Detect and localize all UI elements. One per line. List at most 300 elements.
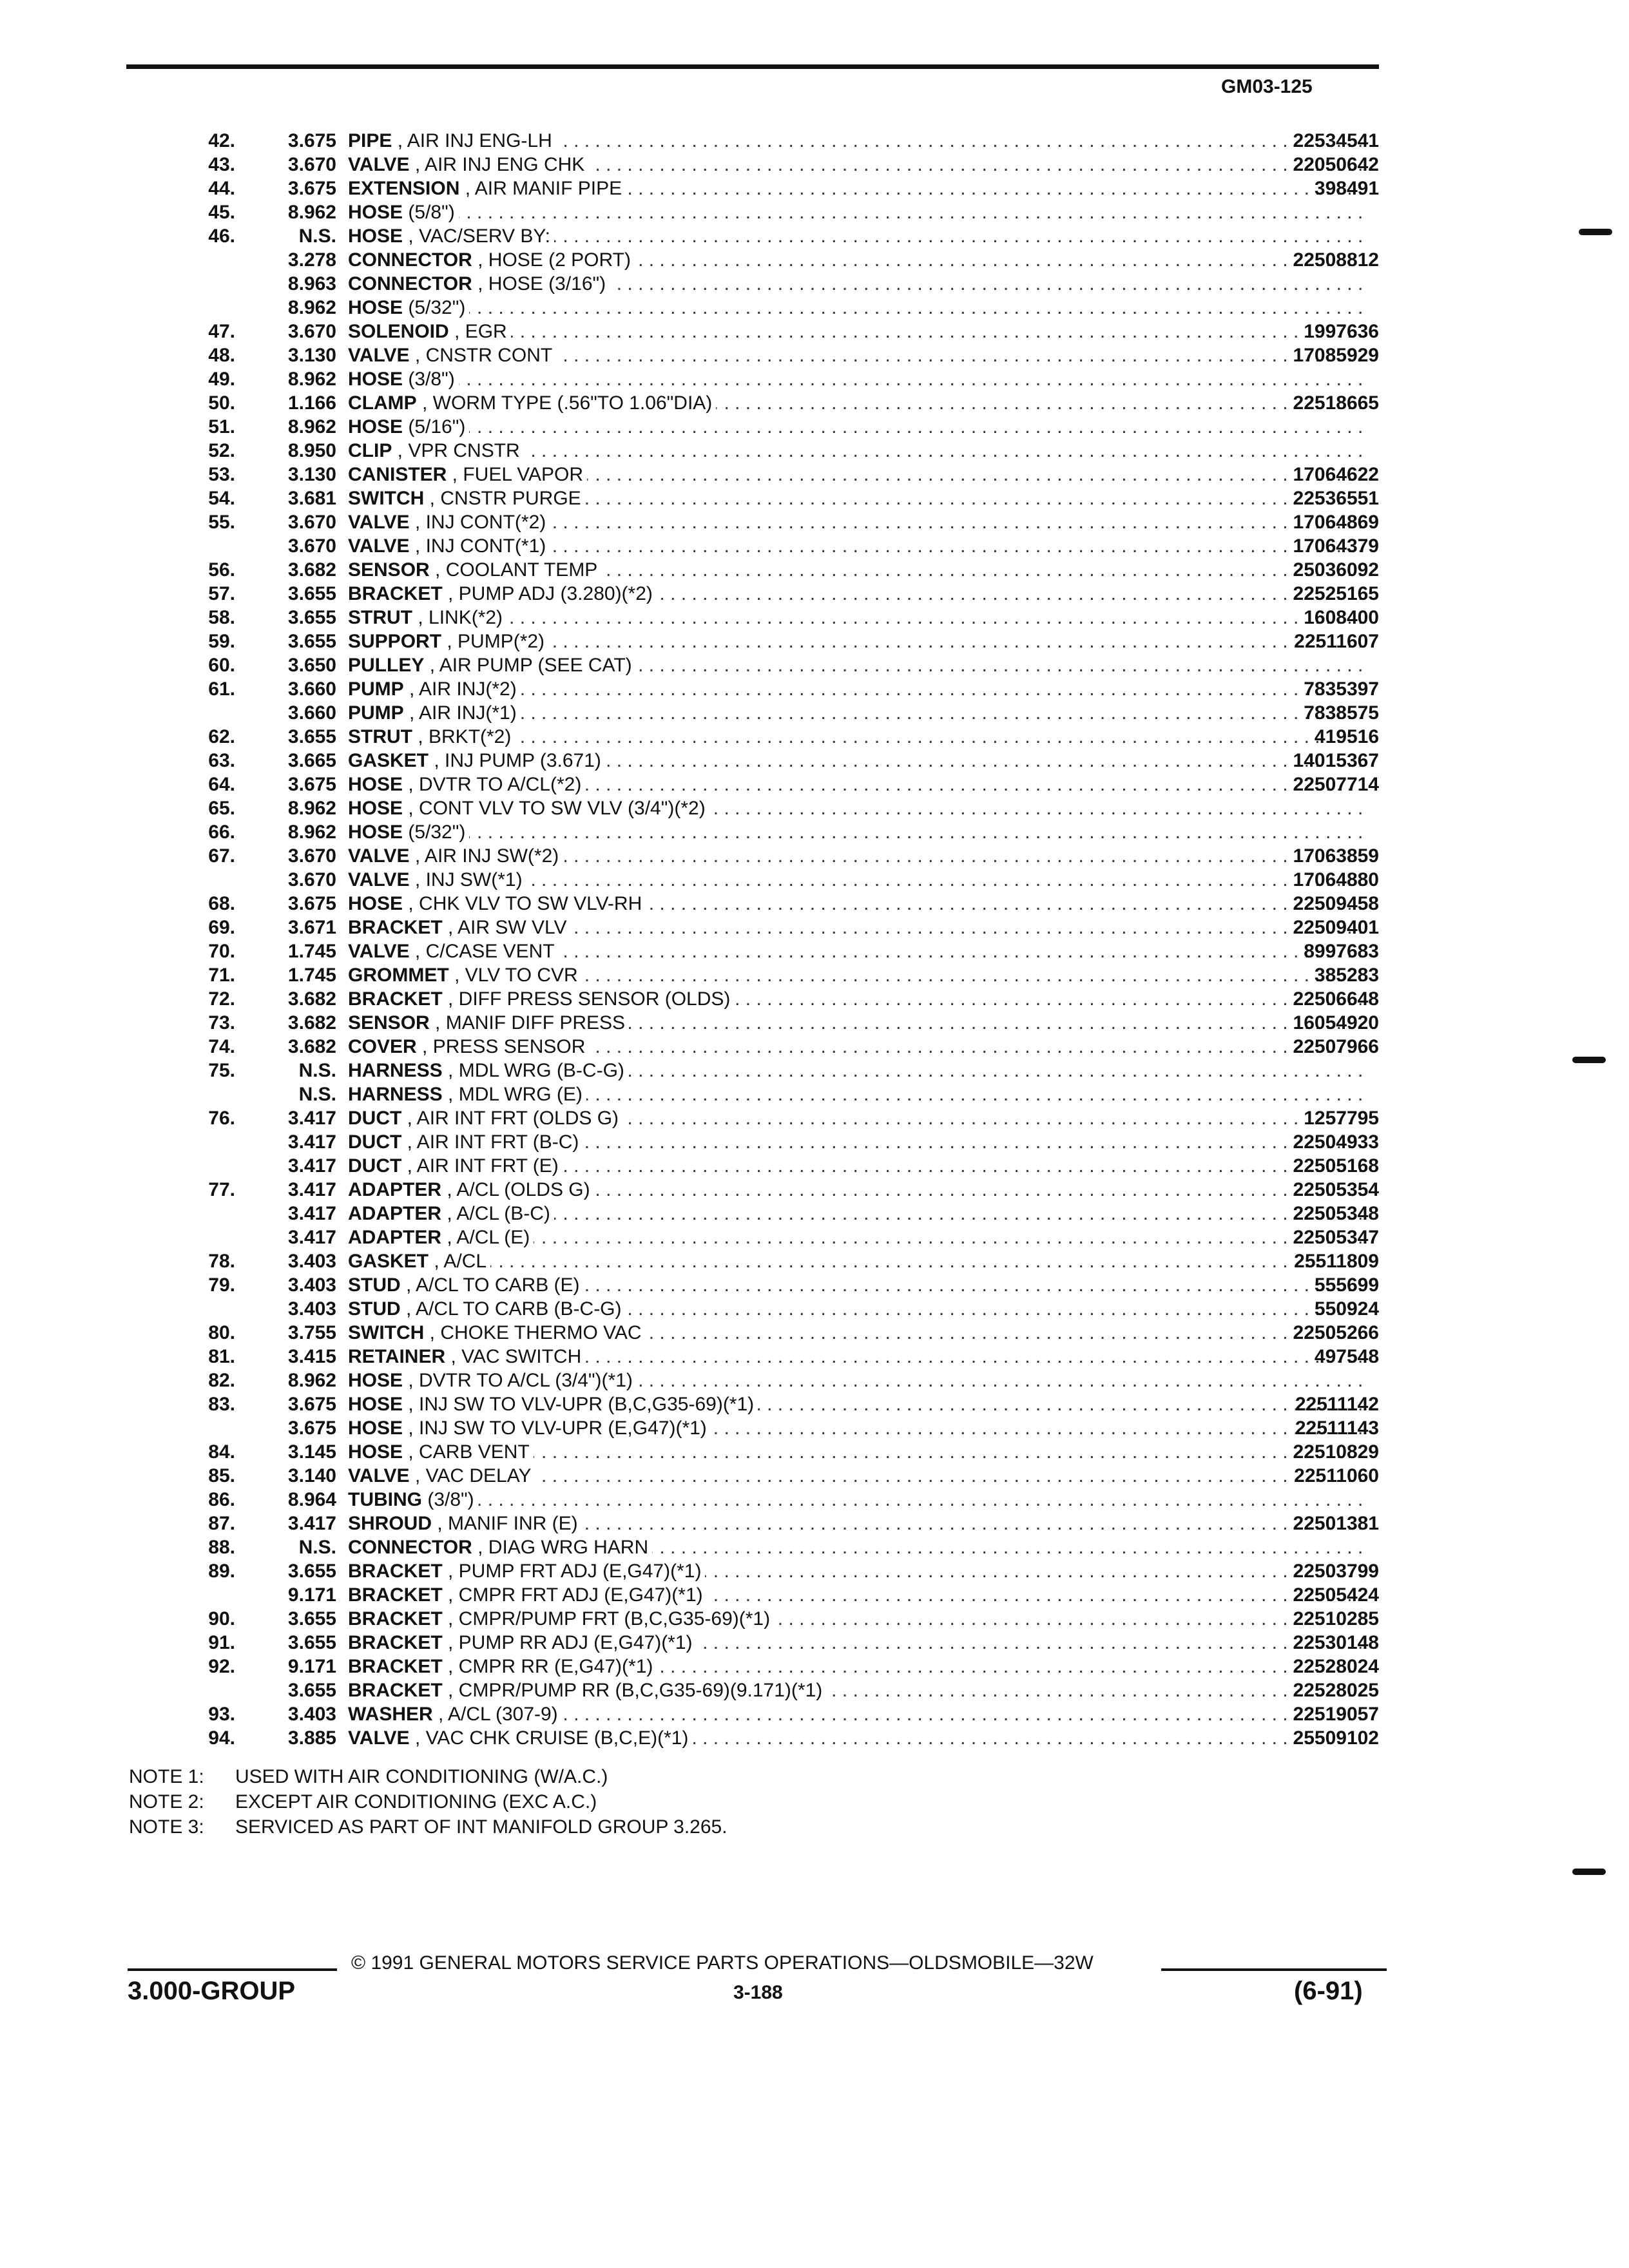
item-number: 63. xyxy=(208,750,235,771)
part-name: VALVE xyxy=(348,941,410,962)
part-number: 22536551 xyxy=(1293,488,1379,509)
group-number: 3.403 xyxy=(287,1298,336,1320)
group-number: 3.417 xyxy=(287,1203,336,1224)
part-name: STUD xyxy=(348,1274,401,1296)
part-number: 497548 xyxy=(1314,1346,1379,1367)
item-number: 78. xyxy=(208,1251,235,1272)
parts-row xyxy=(129,1655,1392,1678)
part-name: STUD xyxy=(348,1298,401,1320)
part-detail: , INJ PUMP (3.671) xyxy=(429,750,601,771)
part-name: HOSE xyxy=(348,1418,403,1439)
item-number: 88. xyxy=(208,1537,235,1558)
note-line xyxy=(129,1814,728,1840)
part-name: BRACKET xyxy=(348,1680,443,1701)
part-description xyxy=(348,1035,1363,1059)
part-detail: , AIR INJ(*1) xyxy=(403,702,517,724)
part-name: HOSE xyxy=(348,1394,403,1415)
part-number: 7835397 xyxy=(1304,678,1379,700)
parts-row xyxy=(129,558,1392,582)
part-number: 22511142 xyxy=(1295,1394,1379,1415)
item-number: 44. xyxy=(208,178,235,199)
part-name: ADAPTER xyxy=(348,1227,442,1248)
part-detail: , CHK VLV TO SW VLV-RH xyxy=(403,893,642,914)
part-detail: , INJ SW TO VLV-UPR (E,G47)(*1) xyxy=(403,1418,707,1439)
part-detail: , A/CL (307-9) xyxy=(432,1704,558,1725)
part-number: 22518665 xyxy=(1293,392,1379,414)
part-name: BRACKET xyxy=(348,988,443,1010)
part-number: 16054920 xyxy=(1293,1012,1379,1033)
parts-row xyxy=(129,1535,1392,1559)
group-number: 3.675 xyxy=(287,1394,336,1415)
item-number: 90. xyxy=(208,1608,235,1629)
part-description xyxy=(348,1535,1363,1559)
item-number: 89. xyxy=(208,1561,235,1582)
part-detail: , CMPR RR (E,G47)(*1) xyxy=(442,1656,653,1677)
part-number: 22525165 xyxy=(1293,583,1379,604)
part-description xyxy=(348,820,1363,844)
parts-row xyxy=(129,343,1392,367)
part-detail: , VPR CNSTR xyxy=(392,440,520,461)
part-number: 22507714 xyxy=(1293,774,1379,795)
part-name: PUMP xyxy=(348,678,404,700)
part-description xyxy=(348,367,1363,391)
part-name: VALVE xyxy=(348,512,410,533)
part-description xyxy=(348,200,1363,224)
part-description xyxy=(348,1011,1363,1035)
group-number: N.S. xyxy=(298,1537,336,1558)
parts-row xyxy=(129,1488,1392,1512)
group-number: 3.655 xyxy=(287,631,336,652)
item-number: 55. xyxy=(208,512,235,533)
group-number: 3.670 xyxy=(287,535,336,557)
part-number: 22505168 xyxy=(1293,1155,1379,1177)
part-name: HOSE xyxy=(348,226,403,247)
parts-row xyxy=(129,439,1392,463)
part-description xyxy=(348,558,1363,582)
item-number: 80. xyxy=(208,1322,235,1343)
item-number: 93. xyxy=(208,1704,235,1725)
part-detail: , DVTR TO A/CL (3/4")(*1) xyxy=(403,1370,633,1391)
part-detail: , WORM TYPE (.56"TO 1.06"DIA) xyxy=(416,392,713,414)
group-number: 3.145 xyxy=(287,1441,336,1463)
group-number: 9.171 xyxy=(287,1656,336,1677)
part-description xyxy=(348,606,1363,629)
part-description xyxy=(348,1225,1363,1249)
part-description xyxy=(348,677,1363,701)
part-number: 1608400 xyxy=(1304,607,1379,628)
group-number: 3.670 xyxy=(287,321,336,342)
part-detail: , C/CASE VENT xyxy=(409,941,555,962)
part-description xyxy=(348,486,1363,510)
part-description xyxy=(348,653,1363,677)
part-number: 22507966 xyxy=(1293,1036,1379,1057)
group-number: 3.682 xyxy=(287,559,336,581)
binder-mark xyxy=(1572,1057,1606,1063)
item-number: 81. xyxy=(208,1346,235,1367)
part-description xyxy=(348,1106,1363,1130)
note-text: EXCEPT AIR CONDITIONING (EXC A.C.) xyxy=(235,1791,597,1812)
part-detail: , AIR MANIF PIPE xyxy=(459,178,622,199)
part-number: 25511809 xyxy=(1294,1251,1379,1272)
part-description xyxy=(348,987,1363,1011)
group-number: 8.964 xyxy=(287,1489,336,1510)
part-detail: , A/CL TO CARB (E) xyxy=(400,1274,580,1296)
part-description xyxy=(348,1678,1363,1702)
part-name: SWITCH xyxy=(348,1322,425,1343)
part-name: COVER xyxy=(348,1036,417,1057)
part-description xyxy=(348,939,1363,963)
part-description xyxy=(348,343,1363,367)
parts-row xyxy=(129,1631,1392,1655)
part-number: 419516 xyxy=(1314,726,1379,747)
part-name: GASKET xyxy=(348,750,429,771)
part-description xyxy=(348,1154,1363,1178)
part-name: VALVE xyxy=(348,1465,410,1486)
parts-row xyxy=(129,629,1392,653)
part-name: HOSE xyxy=(348,893,403,914)
note-label: NOTE 3: xyxy=(129,1816,204,1838)
part-name: BRACKET xyxy=(348,917,443,938)
item-number: 77. xyxy=(208,1179,235,1200)
group-number: 8.950 xyxy=(287,440,336,461)
part-name: SENSOR xyxy=(348,1012,430,1033)
parts-row xyxy=(129,1607,1392,1631)
part-number: 22519057 xyxy=(1293,1704,1379,1725)
part-description xyxy=(348,1655,1363,1678)
group-number: 8.963 xyxy=(287,273,336,294)
part-detail: , A/CL (OLDS G) xyxy=(441,1179,590,1200)
part-detail: , DIFF PRESS SENSOR (OLDS) xyxy=(442,988,731,1010)
group-number: 3.403 xyxy=(287,1251,336,1272)
group-number: 3.415 xyxy=(287,1346,336,1367)
group-number: 3.675 xyxy=(287,1418,336,1439)
part-description xyxy=(348,1059,1363,1082)
part-detail: , CNSTR PURGE xyxy=(424,488,581,509)
part-detail: , BRKT(*2) xyxy=(412,726,512,747)
part-name: VALVE xyxy=(348,345,410,366)
parts-row xyxy=(129,1154,1392,1178)
part-number: 555699 xyxy=(1314,1274,1379,1296)
parts-row xyxy=(129,868,1392,892)
part-name: ADAPTER xyxy=(348,1179,442,1200)
parts-row xyxy=(129,1369,1392,1392)
part-name: DUCT xyxy=(348,1131,402,1153)
parts-row xyxy=(129,415,1392,439)
group-number: 3.130 xyxy=(287,464,336,485)
part-detail: , CHOKE THERMO VAC xyxy=(424,1322,642,1343)
group-number: 3.660 xyxy=(287,678,336,700)
part-detail: , CNSTR CONT xyxy=(409,345,553,366)
parts-row xyxy=(129,1225,1392,1249)
part-description xyxy=(348,1583,1363,1607)
parts-row xyxy=(129,820,1392,844)
part-name: BRACKET xyxy=(348,1608,443,1629)
part-name: GASKET xyxy=(348,1251,429,1272)
part-name: PUMP xyxy=(348,702,404,724)
parts-row xyxy=(129,701,1392,725)
parts-row xyxy=(129,1512,1392,1535)
note-label: NOTE 1: xyxy=(129,1766,204,1787)
part-number: 17085929 xyxy=(1293,345,1379,366)
parts-row xyxy=(129,510,1392,534)
part-detail: , HOSE (3/16") xyxy=(472,273,606,294)
part-description xyxy=(348,296,1363,320)
document-id: GM03-125 xyxy=(1221,76,1313,97)
part-number: 22511060 xyxy=(1294,1465,1379,1486)
part-detail: , AIR INJ ENG-LH xyxy=(392,130,552,151)
parts-row xyxy=(129,1678,1392,1702)
part-description xyxy=(348,1273,1363,1297)
part-name: HOSE xyxy=(348,1370,403,1391)
group-number: 3.417 xyxy=(287,1108,336,1129)
parts-row xyxy=(129,677,1392,701)
part-name: HOSE xyxy=(348,297,403,318)
item-number: 42. xyxy=(208,130,235,151)
group-number: 3.682 xyxy=(287,1036,336,1057)
group-number: N.S. xyxy=(298,226,336,247)
group-number: 3.417 xyxy=(287,1155,336,1177)
part-detail: (5/32") xyxy=(403,822,466,843)
part-name: HOSE xyxy=(348,369,403,390)
part-name: VALVE xyxy=(348,535,410,557)
group-number: 1.745 xyxy=(287,941,336,962)
part-number: 25509102 xyxy=(1293,1727,1379,1749)
item-number: 45. xyxy=(208,202,235,223)
part-description xyxy=(348,1082,1363,1106)
part-detail: , A/CL (B-C) xyxy=(441,1203,550,1224)
parts-row xyxy=(129,987,1392,1011)
part-name: PULLEY xyxy=(348,655,425,676)
part-detail: (5/32") xyxy=(403,297,466,318)
part-detail: , AIR INT FRT (OLDS G) xyxy=(401,1108,619,1129)
part-detail: , CARB VENT xyxy=(403,1441,530,1463)
part-name: EXTENSION xyxy=(348,178,460,199)
part-description xyxy=(348,1130,1363,1154)
part-name: DUCT xyxy=(348,1108,402,1129)
parts-row xyxy=(129,1702,1392,1726)
group-number: 3.670 xyxy=(287,869,336,890)
part-number: 17064622 xyxy=(1293,464,1379,485)
parts-row xyxy=(129,272,1392,296)
parts-row xyxy=(129,1726,1392,1750)
item-number: 65. xyxy=(208,798,235,819)
part-description xyxy=(348,1369,1363,1392)
part-detail: , CMPR FRT ADJ (E,G47)(*1) xyxy=(442,1584,703,1606)
parts-row xyxy=(129,939,1392,963)
part-number: 22528024 xyxy=(1293,1656,1379,1677)
item-number: 50. xyxy=(208,392,235,414)
parts-row xyxy=(129,963,1392,987)
part-detail: , A/CL TO CARB (B-C-G) xyxy=(400,1298,622,1320)
part-detail: , CMPR/PUMP FRT (B,C,G35-69)(*1) xyxy=(442,1608,771,1629)
item-number: 61. xyxy=(208,678,235,700)
part-number: 17064379 xyxy=(1293,535,1379,557)
part-detail: , PUMP FRT ADJ (E,G47)(*1) xyxy=(442,1561,702,1582)
item-number: 58. xyxy=(208,607,235,628)
item-number: 48. xyxy=(208,345,235,366)
group-number: 3.670 xyxy=(287,512,336,533)
part-number: 8997683 xyxy=(1304,941,1379,962)
group-number: N.S. xyxy=(298,1060,336,1081)
part-detail: , PRESS SENSOR xyxy=(416,1036,586,1057)
item-number: 79. xyxy=(208,1274,235,1296)
part-name: CONNECTOR xyxy=(348,1537,472,1558)
part-number: 22504933 xyxy=(1293,1131,1379,1153)
parts-row xyxy=(129,224,1392,248)
part-detail: , PUMP RR ADJ (E,G47)(*1) xyxy=(442,1632,693,1653)
item-number: 51. xyxy=(208,416,235,437)
group-number: 3.417 xyxy=(287,1227,336,1248)
item-number: 94. xyxy=(208,1727,235,1749)
group-number: 8.962 xyxy=(287,416,336,437)
note-line xyxy=(129,1764,728,1789)
group-number: 3.403 xyxy=(287,1704,336,1725)
part-description xyxy=(348,1726,1363,1750)
item-number: 67. xyxy=(208,845,235,867)
part-name: SWITCH xyxy=(348,488,425,509)
parts-row xyxy=(129,248,1392,272)
part-name: CONNECTOR xyxy=(348,273,472,294)
part-description xyxy=(348,177,1363,200)
part-number: 22505424 xyxy=(1293,1584,1379,1606)
group-number: 3.130 xyxy=(287,345,336,366)
part-name: BRACKET xyxy=(348,583,443,604)
group-number: 3.671 xyxy=(287,917,336,938)
part-detail: , VAC DELAY xyxy=(409,1465,532,1486)
part-description xyxy=(348,796,1363,820)
part-description xyxy=(348,534,1363,558)
parts-row xyxy=(129,1202,1392,1225)
item-number: 59. xyxy=(208,631,235,652)
part-description xyxy=(348,749,1363,773)
part-description xyxy=(348,868,1363,892)
parts-row xyxy=(129,796,1392,820)
part-description xyxy=(348,1297,1363,1321)
part-number: 17063859 xyxy=(1293,845,1379,867)
part-detail: , MANIF DIFF PRESS xyxy=(429,1012,626,1033)
parts-row xyxy=(129,1392,1392,1416)
part-name: STRUT xyxy=(348,607,412,628)
note-text: USED WITH AIR CONDITIONING (W/A.C.) xyxy=(235,1766,608,1787)
part-detail: , AIR INJ ENG CHK xyxy=(409,154,585,175)
part-number: 22503799 xyxy=(1293,1561,1379,1582)
item-number: 72. xyxy=(208,988,235,1010)
parts-row xyxy=(129,1082,1392,1106)
part-description xyxy=(348,1249,1363,1273)
part-detail: (3/8") xyxy=(403,369,455,390)
part-name: HOSE xyxy=(348,1441,403,1463)
parts-row xyxy=(129,1106,1392,1130)
part-number: 25036092 xyxy=(1293,559,1379,581)
part-description xyxy=(348,1464,1363,1488)
part-description xyxy=(348,1345,1363,1369)
group-number: 3.675 xyxy=(287,130,336,151)
item-number: 71. xyxy=(208,965,235,986)
part-number: 22510285 xyxy=(1293,1608,1379,1629)
part-name: BRACKET xyxy=(348,1656,443,1677)
part-name: HARNESS xyxy=(348,1084,443,1105)
part-description xyxy=(348,629,1363,653)
part-description xyxy=(348,320,1363,343)
item-number: 47. xyxy=(208,321,235,342)
part-detail: , DVTR TO A/CL(*2) xyxy=(403,774,582,795)
group-number: 3.682 xyxy=(287,1012,336,1033)
part-description xyxy=(348,1440,1363,1464)
part-description xyxy=(348,248,1363,272)
part-detail: , COOLANT TEMP xyxy=(429,559,598,581)
item-number: 46. xyxy=(208,226,235,247)
footer-rule-left xyxy=(128,1968,337,1971)
item-number: 69. xyxy=(208,917,235,938)
item-number: 60. xyxy=(208,655,235,676)
part-description xyxy=(348,272,1363,296)
part-detail: , AIR INJ SW(*2) xyxy=(409,845,559,867)
footer-rule-right xyxy=(1161,1968,1387,1971)
part-number: 22509401 xyxy=(1293,917,1379,938)
part-description xyxy=(348,1607,1363,1631)
part-detail: , PUMP(*2) xyxy=(441,631,545,652)
group-number: 9.171 xyxy=(287,1584,336,1606)
item-number: 57. xyxy=(208,583,235,604)
group-number: 3.655 xyxy=(287,1632,336,1653)
part-detail: , VAC/SERV BY: xyxy=(403,226,551,247)
group-number: 3.655 xyxy=(287,1608,336,1629)
parts-row xyxy=(129,320,1392,343)
part-detail: , INJ CONT(*2) xyxy=(409,512,546,533)
part-number: 22511607 xyxy=(1294,631,1379,652)
part-description xyxy=(348,916,1363,939)
group-number: 8.962 xyxy=(287,1370,336,1391)
item-number: 64. xyxy=(208,774,235,795)
part-description xyxy=(348,1202,1363,1225)
part-detail: (5/8") xyxy=(403,202,455,223)
parts-row xyxy=(129,1035,1392,1059)
part-description xyxy=(348,963,1363,987)
part-number: 14015367 xyxy=(1293,750,1379,771)
part-detail: , AIR INT FRT (E) xyxy=(401,1155,559,1177)
item-number: 73. xyxy=(208,1012,235,1033)
parts-row xyxy=(129,1273,1392,1297)
group-number: 3.665 xyxy=(287,750,336,771)
item-number: 92. xyxy=(208,1656,235,1677)
part-name: HOSE xyxy=(348,822,403,843)
group-number: 3.417 xyxy=(287,1131,336,1153)
part-name: CONNECTOR xyxy=(348,249,472,271)
part-detail: , AIR SW VLV xyxy=(442,917,567,938)
part-number: 22528025 xyxy=(1293,1680,1379,1701)
group-number: 8.962 xyxy=(287,369,336,390)
part-name: HOSE xyxy=(348,774,403,795)
part-number: 22530148 xyxy=(1293,1632,1379,1653)
parts-row xyxy=(129,844,1392,868)
parts-list xyxy=(129,129,1392,1750)
parts-row xyxy=(129,367,1392,391)
binder-mark xyxy=(1572,1869,1606,1875)
group-number: 8.962 xyxy=(287,822,336,843)
item-number: 56. xyxy=(208,559,235,581)
note-label: NOTE 2: xyxy=(129,1791,204,1812)
group-number: 3.655 xyxy=(287,726,336,747)
part-detail: , INJ CONT(*1) xyxy=(409,535,546,557)
part-description xyxy=(348,224,1363,248)
group-number: 3.655 xyxy=(287,1680,336,1701)
note-line xyxy=(129,1789,728,1814)
group-number: N.S. xyxy=(298,1084,336,1105)
part-detail: (5/16") xyxy=(403,416,466,437)
group-number: 3.675 xyxy=(287,178,336,199)
parts-row xyxy=(129,725,1392,749)
parts-row xyxy=(129,749,1392,773)
